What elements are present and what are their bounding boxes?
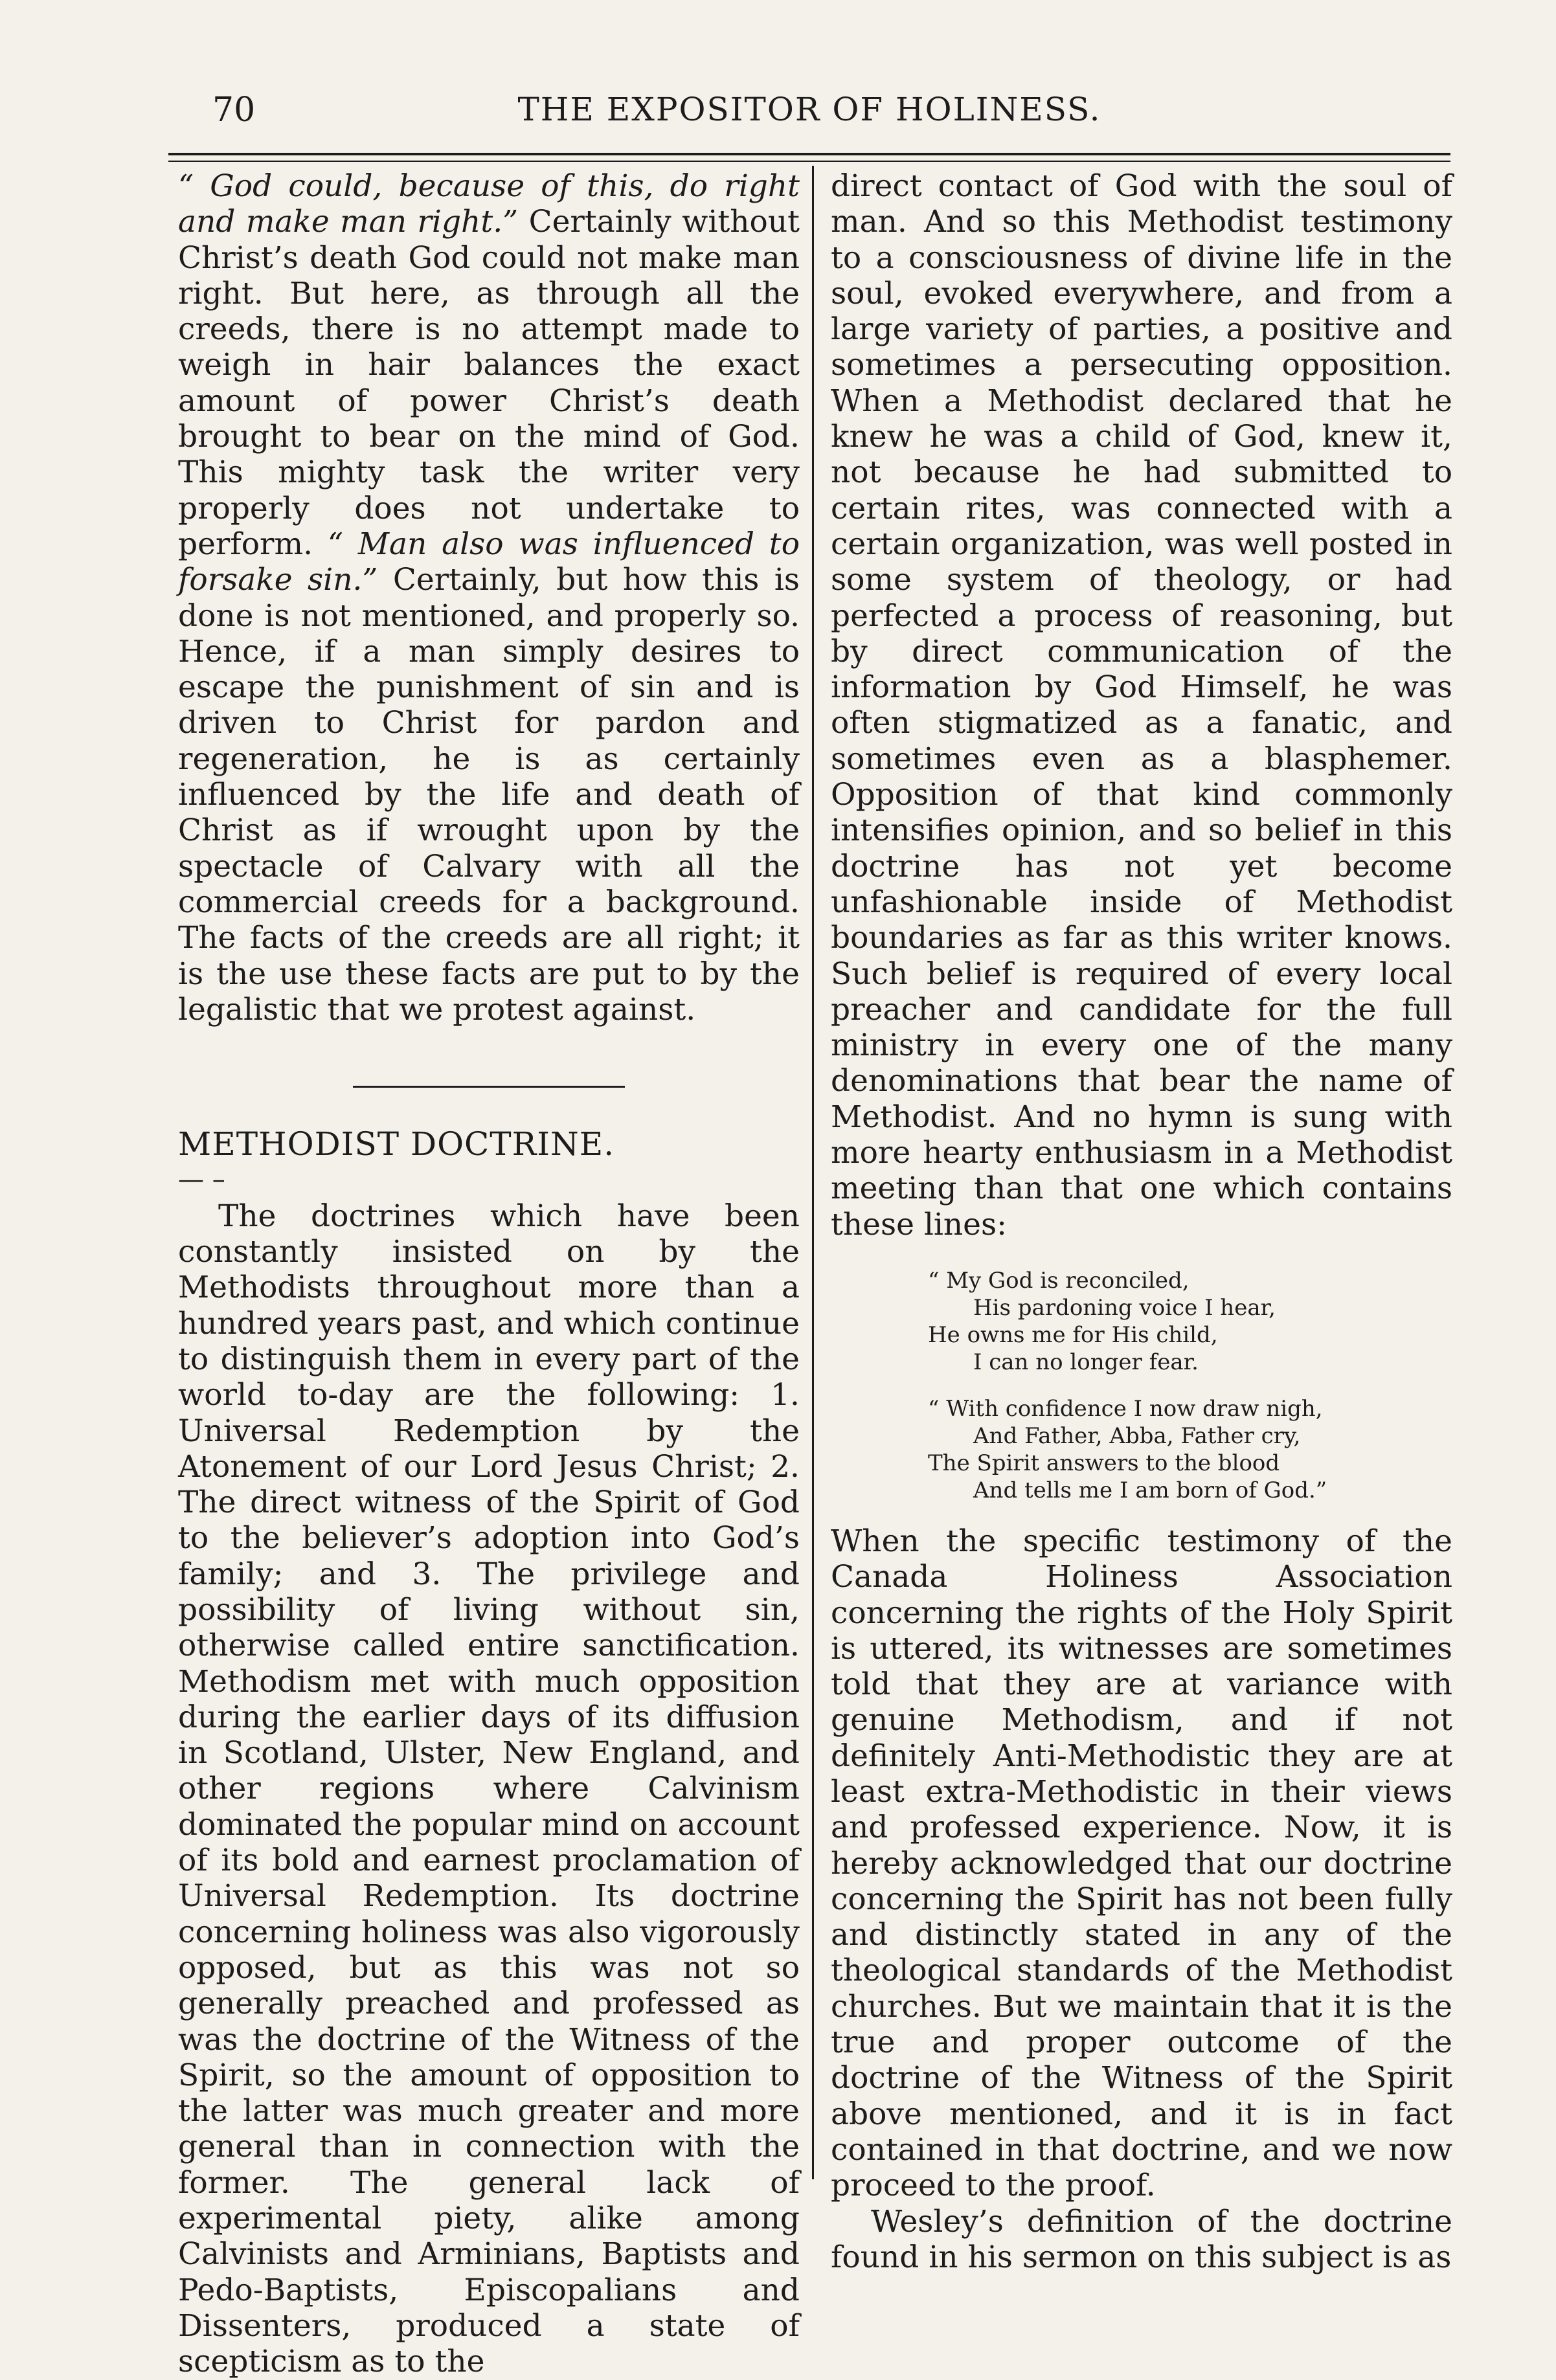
page-header	[168, 91, 1450, 149]
quote-god-could: “ God could, because of this, do right and make man right.”	[178, 168, 800, 240]
hymn-line: He owns me for His child,	[928, 1321, 1218, 1348]
left-paragraph-1	[178, 168, 800, 1027]
hymn-line: His pardoning voice I hear,	[973, 1294, 1276, 1321]
header-rule-thin	[168, 161, 1450, 162]
heading-mark: — –	[178, 1165, 225, 1195]
left-column	[178, 168, 800, 2380]
quote-man-also: “ Man also was influenced to forsake sin.”	[178, 526, 800, 598]
hymn-stanza-1	[831, 1267, 1452, 1376]
hymn-line: And tells me I am born of God.”	[973, 1477, 1327, 1503]
hymn-line: And Father, Abba, Father cry,	[973, 1422, 1301, 1449]
hymn-line: “ My God is reconciled,	[928, 1267, 1190, 1294]
left-paragraph-1-text-b: Certainly, but how this is done is not mentioned, and properly so. Hence, if a man simply desires to escape the punishment of sin and is driven to Christ for pardon and regeneration, he is as certainly influenced by the life and death of Christ as if wrought upon by the spectacle of Calvary with all the commercial creeds for a background. The facts of the creeds are all right; it is the use these facts are put to by the legalistic that we protest against.	[178, 562, 800, 1027]
right-paragraph-2: When the specific testimony of the Canada Holiness Association concerning the rights of the Holy Spirit is uttered, its witnesses are sometimes told that they are at variance with genuine Methodism, and if not definitely Anti-Methodistic they are at least extra-Methodistic in their views and professed experience. Now, it is hereby acknowledged that our doctrine concerning the Spirit has not been fully and distinctly stated in any of the theological standards of the Methodist churches. But we maintain that it is the true and proper outcome of the doctrine of the Witness of the Spirit above mentioned, and it is in fact contained in that doctrine, and we now proceed to the proof.	[831, 1523, 1452, 2204]
left-paragraph-1-text-a: Certainly without Christ’s death God could not make man right. But here, as through all the creeds, there is no attempt made to weigh in hair balances the exact amount of power Christ’s death brought to bear on the mind of God. This mighty task the writer very properly does not undertake to perform.	[178, 204, 800, 562]
hymn-line: I can no longer fear.	[973, 1349, 1199, 1375]
running-title: THE EXPOSITOR OF HOLINESS.	[517, 91, 1101, 128]
section-heading: METHODIST DOCTRINE.	[178, 1125, 615, 1163]
right-column	[831, 168, 1452, 2275]
right-paragraph-3: Wesley’s definition of the doctrine found in his sermon on this subject is as	[831, 2203, 1452, 2275]
page-number: 70	[212, 91, 256, 129]
right-paragraph-1: direct contact of God with the soul of man. And so this Methodist testimony to a consciousness of divine life in the soul, evoked everywhere, and from a large variety of parties, a positive and sometimes a persecuting opposition. When a Methodist declared that he knew he was a child of God, knew it, not because he had submitted to certain rites, was connected with a certain organization, was well posted in some system of theology, or had perfected a process of reasoning, but by direct communication of the information by God Himself, he was often stigmatized as a fanatic, and sometimes even as a blasphemer. Opposition of that kind commonly intensifies opinion, and so belief in this doctrine has not yet become unfashionable inside of Methodist boundaries as far as this writer knows. Such belief is required of every local preacher and candidate for the full ministry in every one of the many denominations that bear the name of Methodist. And no hymn is sung with more hearty enthusiasm in a Methodist meeting than that one which contains these lines:	[831, 168, 1452, 1242]
header-rule-thick	[168, 153, 1450, 155]
section-separator	[353, 1086, 625, 1088]
hymn-line: The Spirit answers to the blood	[928, 1450, 1280, 1476]
left-paragraph-2: The doctrines which have been constantly insisted on by the Methodists throughout more than a hundred years past, and which continue to distinguish them in every part of the world to-day are the following: 1. Universal Redemption by the Atonement of our Lord Jesus Christ; 2. The direct witness of the Spirit of God to the believer’s adoption into God’s family; and 3. The privilege and possibility of living without sin, otherwise called entire sanctification. Methodism met with much opposition during the earlier days of its diffusion in Scotland, Ulster, New England, and other regions where Calvinism dominated the popular mind on account of its bold and earnest proclamation of Universal Redemption. Its doctrine concerning holiness was also vigorously opposed, but as this was not so generally preached and professed as was the doctrine of the Witness of the Spirit, so the amount of opposition to the latter was much greater and more general than in connection with the former. The general lack of experimental piety, alike among Calvinists and Arminians, Baptists and Pedo-Baptists, Episcopalians and Dissenters, produced a state of scepticism as to the	[178, 1198, 800, 2380]
hymn-line: “ With confidence I now draw nigh,	[928, 1395, 1323, 1422]
column-divider	[812, 166, 814, 2179]
hymn-quotation	[831, 1267, 1452, 1504]
hymn-stanza-2	[831, 1395, 1452, 1504]
